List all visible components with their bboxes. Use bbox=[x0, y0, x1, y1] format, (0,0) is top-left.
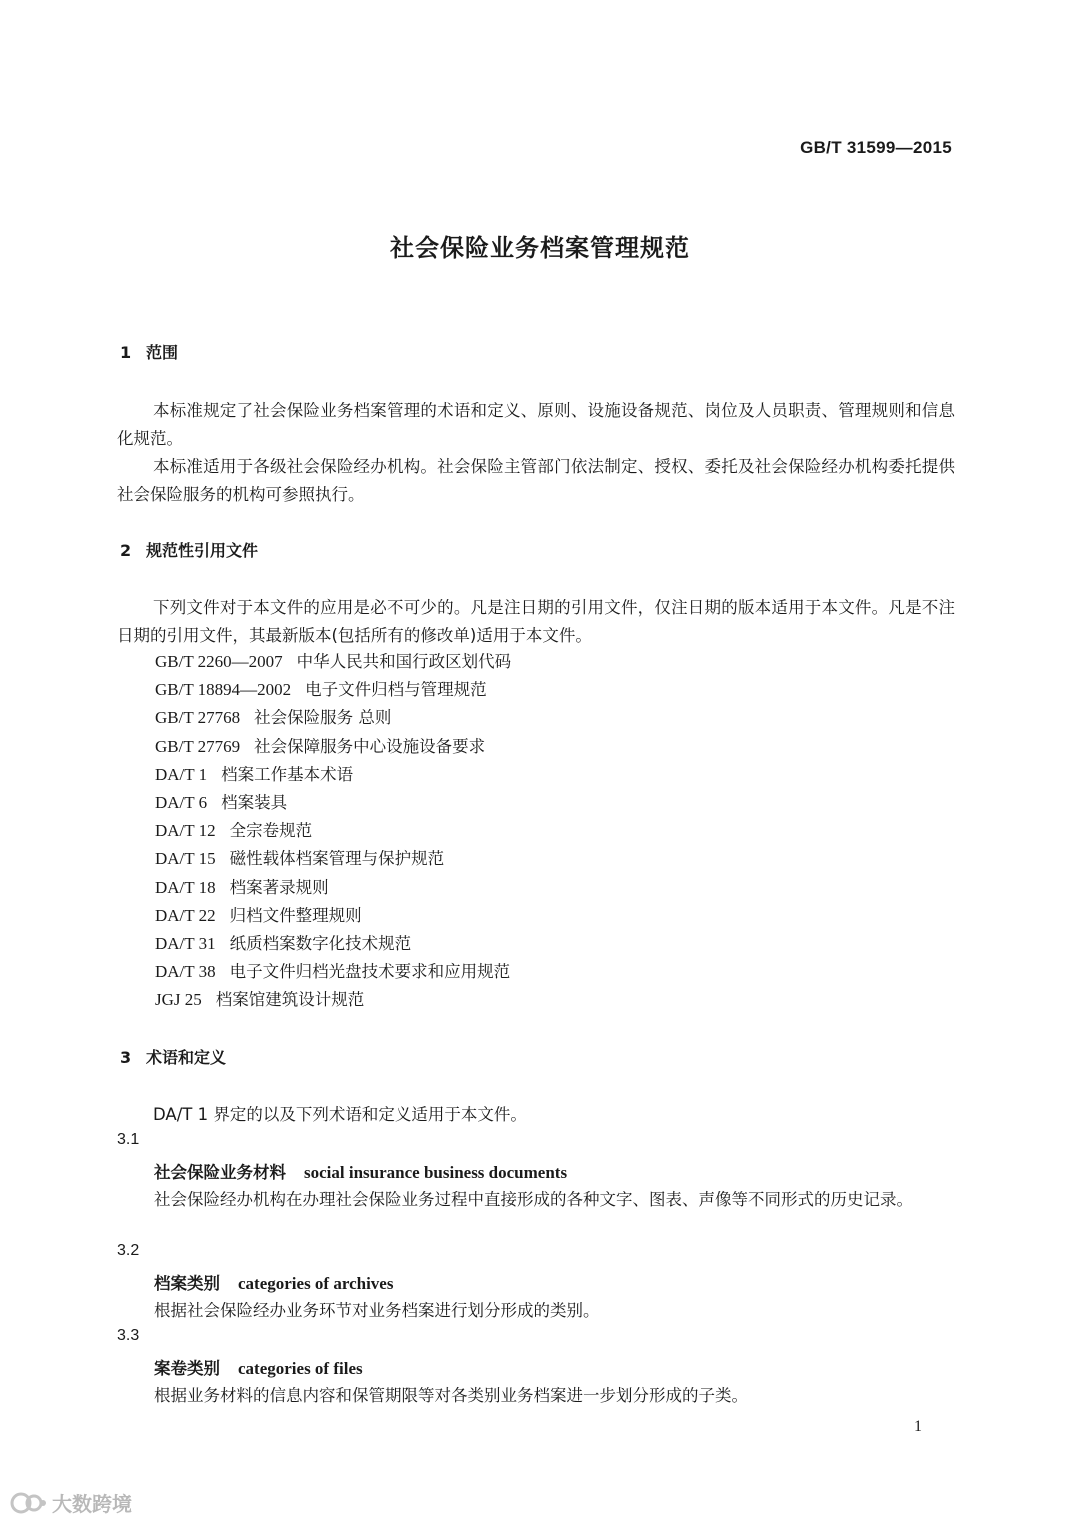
reference-code: GB/T 27768 bbox=[155, 708, 241, 728]
term-english: categories of archives bbox=[238, 1274, 394, 1293]
reference-title: 档案装具 bbox=[221, 792, 288, 812]
reference-title: 磁性载体档案管理与保护规范 bbox=[229, 849, 445, 869]
list-item bbox=[155, 648, 511, 676]
reference-code: GB/T 18894—2002 bbox=[155, 680, 292, 700]
clause-number: 3.1 bbox=[117, 1131, 140, 1148]
list-item bbox=[155, 930, 511, 958]
list-item bbox=[155, 761, 511, 789]
reference-title: 档案馆建筑设计规范 bbox=[215, 990, 365, 1010]
section-heading-references bbox=[120, 538, 258, 561]
reference-code: GB/T 2260—2007 bbox=[155, 652, 283, 671]
term-definition: 社会保险经办机构在办理社会保险业务过程中直接形成的各种文字、图表、声像等不同形式的历史记录。 bbox=[154, 1190, 913, 1209]
document-title: 社会保险业务档案管理规范 bbox=[390, 234, 690, 262]
reference-code: DA/T 38 bbox=[155, 962, 216, 982]
list-item bbox=[155, 733, 511, 761]
term-english: categories of files bbox=[238, 1359, 363, 1378]
reference-code: DA/T 15 bbox=[155, 849, 216, 869]
list-item bbox=[155, 986, 511, 1014]
reference-code: DA/T 12 bbox=[155, 821, 216, 841]
list-item bbox=[155, 704, 511, 732]
section-title: 范围 bbox=[146, 343, 179, 362]
list-item bbox=[155, 817, 511, 845]
reference-list bbox=[155, 648, 511, 1014]
references-intro: 下列文件对于本文件的应用是必不可少的。凡是注日期的引用文件，仅注日期的版本适用于本文件。凡是不注日期的引用文件，其最新版本(包括所有的修改单)适用于本文件。 bbox=[117, 598, 955, 645]
term-entry bbox=[154, 1270, 393, 1294]
reference-title: 档案工作基本术语 bbox=[221, 764, 354, 784]
reference-title: 档案著录规则 bbox=[229, 877, 329, 897]
wechat-logo-icon bbox=[10, 1490, 48, 1516]
list-item bbox=[155, 676, 511, 704]
clause-number: 3.2 bbox=[117, 1242, 140, 1259]
list-item bbox=[155, 958, 511, 986]
watermark-text: 大数跨境 bbox=[52, 1492, 132, 1516]
terms-intro: DA/T 1 界定的以及下列术语和定义适用于本文件。 bbox=[153, 1105, 527, 1124]
watermark bbox=[10, 1488, 132, 1517]
section-number: 3 bbox=[120, 1048, 132, 1067]
reference-title: 电子文件归档与管理规范 bbox=[305, 680, 487, 700]
page-number: 1 bbox=[914, 1418, 922, 1435]
reference-code: JGJ 25 bbox=[155, 990, 202, 1010]
term-chinese: 档案类别 bbox=[154, 1274, 220, 1293]
reference-code: GB/T 27769 bbox=[155, 736, 241, 756]
term-english: social insurance business documents bbox=[304, 1163, 568, 1182]
list-item bbox=[155, 874, 511, 902]
reference-title: 社会保险服务 总则 bbox=[254, 708, 392, 728]
term-chinese: 社会保险业务材料 bbox=[154, 1163, 286, 1182]
reference-title: 社会保障服务中心设施设备要求 bbox=[254, 736, 486, 756]
reference-title: 电子文件归档光盘技术要求和应用规范 bbox=[229, 962, 511, 982]
reference-title: 中华人民共和国行政区划代码 bbox=[296, 652, 512, 671]
reference-title: 纸质档案数字化技术规范 bbox=[229, 933, 412, 953]
term-entry bbox=[154, 1355, 363, 1379]
list-item bbox=[155, 902, 511, 930]
list-item bbox=[155, 789, 511, 817]
reference-code: DA/T 18 bbox=[155, 877, 216, 897]
section-title: 术语和定义 bbox=[146, 1048, 227, 1067]
term-definition: 根据业务材料的信息内容和保管期限等对各类别业务档案进一步划分形成的子类。 bbox=[154, 1386, 748, 1405]
term-definition: 根据社会保险经办业务环节对业务档案进行划分形成的类别。 bbox=[154, 1301, 600, 1320]
scope-paragraph-1: 本标准规定了社会保险业务档案管理的术语和定义、原则、设施设备规范、岗位及人员职责、管理规则和信息化规范。 bbox=[117, 401, 955, 448]
reference-title: 归档文件整理规则 bbox=[229, 905, 362, 925]
reference-code: DA/T 22 bbox=[155, 905, 216, 925]
term-chinese: 案卷类别 bbox=[154, 1359, 220, 1378]
term-entry bbox=[154, 1159, 567, 1183]
reference-title: 全宗卷规范 bbox=[229, 821, 313, 841]
section-heading-terms bbox=[120, 1045, 226, 1068]
reference-code: DA/T 1 bbox=[155, 764, 208, 784]
section-title: 规范性引用文件 bbox=[146, 541, 259, 560]
section-number: 2 bbox=[120, 541, 132, 560]
section-heading-scope bbox=[120, 340, 178, 363]
reference-code: DA/T 6 bbox=[155, 792, 208, 812]
scope-paragraph-2: 本标准适用于各级社会保险经办机构。社会保险主管部门依法制定、授权、委托及社会保险经办机构委托提供社会保险服务的机构可参照执行。 bbox=[117, 457, 955, 504]
list-item bbox=[155, 845, 511, 873]
section-number: 1 bbox=[120, 343, 132, 362]
standard-code: GB/T 31599—2015 bbox=[800, 138, 952, 157]
clause-number: 3.3 bbox=[117, 1327, 140, 1344]
reference-code: DA/T 31 bbox=[155, 933, 216, 953]
